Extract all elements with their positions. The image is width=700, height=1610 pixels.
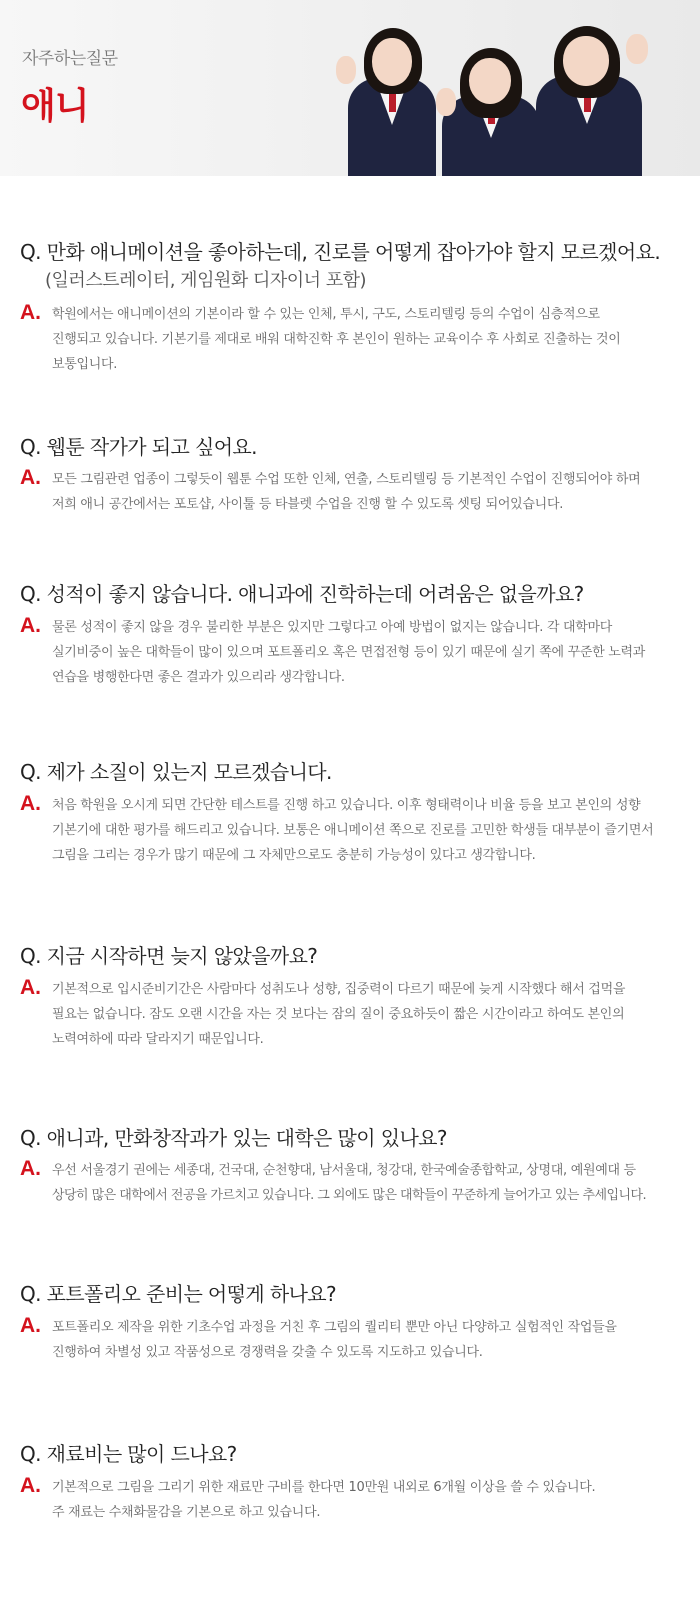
- answer-line: 진행되고 있습니다. 기본기를 제대로 배워 대학진학 후 본인이 원하는 교육이수 후 사회로 진출하는 것이: [52, 332, 621, 347]
- faq-question: Q. 만화 애니메이션을 좋아하는데, 진로를 어떻게 잡아가야 할지 모르겠어요.: [20, 240, 661, 264]
- students-photo: [322, 18, 682, 176]
- answer-line: 연습을 병행한다면 좋은 결과가 있으리라 생각합니다.: [52, 670, 345, 685]
- header-subtitle: 자주하는질문: [22, 49, 118, 69]
- student-figure: [530, 24, 652, 176]
- answer-line: 처음 학원을 오시게 되면 간단한 테스트를 진행 하고 있습니다. 이후 형태력이나 비율 등을 보고 본인의 성향: [52, 798, 641, 813]
- answer-marker: A.: [20, 792, 41, 815]
- answer-marker: A.: [20, 1474, 41, 1497]
- answer-marker: A.: [20, 301, 41, 324]
- answer-line: 진행하여 차별성 있고 작품성으로 경쟁력을 갖출 수 있도록 지도하고 있습니다.: [52, 1345, 483, 1360]
- faq-question: Q. 지금 시작하면 늦지 않았을까요?: [20, 944, 318, 968]
- answer-line: 기본적으로 입시준비기간은 사람마다 성취도나 성향, 집중력이 다르기 때문에 늦게 시작했다 해서 겁먹을: [52, 982, 626, 997]
- header-banner: [0, 0, 700, 176]
- student-figure: [340, 26, 440, 176]
- faq-question: Q. 성적이 좋지 않습니다. 애니과에 진학하는데 어려움은 없을까요?: [20, 582, 584, 606]
- faq-question: Q. 애니과, 만화창작과가 있는 대학은 많이 있나요?: [20, 1126, 447, 1150]
- faq-answer: [52, 1158, 692, 1208]
- answer-line: 학원에서는 애니메이션의 기본이라 할 수 있는 인체, 투시, 구도, 스토리텔링 등의 수업이 심층적으로: [52, 307, 600, 322]
- answer-line: 보통입니다.: [52, 357, 118, 372]
- answer-line: 필요는 없습니다. 잠도 오랜 시간을 자는 것 보다는 잠의 질이 중요하듯이 짧은 시간이라고 하여도 본인의: [52, 1007, 625, 1022]
- faq-question-note: (일러스트레이터, 게임원화 디자이너 포함): [45, 270, 367, 291]
- faq-answer: [52, 1315, 692, 1365]
- answer-line: 주 재료는 수채화물감을 기본으로 하고 있습니다.: [52, 1505, 321, 1520]
- faq-answer: [52, 615, 692, 690]
- answer-marker: A.: [20, 1314, 41, 1337]
- answer-line: 노력여하에 따라 달라지기 때문입니다.: [52, 1032, 264, 1047]
- answer-line: 물론 성적이 좋지 않을 경우 불리한 부분은 있지만 그렇다고 아예 방법이 없지는 않습니다. 각 대학마다: [52, 620, 613, 635]
- faq-question: Q. 웹툰 작가가 되고 싶어요.: [20, 435, 257, 459]
- answer-line: 포트폴리오 제작을 위한 기초수업 과정을 거친 후 그림의 퀄리티 뿐만 아닌 다양하고 실험적인 작업들을: [52, 1320, 617, 1335]
- faq-answer: [52, 793, 692, 868]
- answer-marker: A.: [20, 976, 41, 999]
- answer-line: 저희 애니 공간에서는 포토샵, 사이툴 등 타블렛 수업을 진행 할 수 있도록 셋팅 되어있습니다.: [52, 497, 564, 512]
- faq-answer: [52, 1475, 692, 1525]
- answer-line: 기본적으로 그림을 그리기 위한 재료만 구비를 한다면 10만원 내외로 6개월 이상을 쓸 수 있습니다.: [52, 1480, 596, 1495]
- answer-line: 우선 서울경기 권에는 세종대, 건국대, 순천향대, 남서울대, 청강대, 한국예술종합학교, 상명대, 예원예대 등: [52, 1163, 636, 1178]
- answer-line: 그림을 그리는 경우가 많기 때문에 그 자체만으로도 충분히 가능성이 있다고 생각합니다.: [52, 848, 536, 863]
- answer-marker: A.: [20, 466, 41, 489]
- answer-marker: A.: [20, 614, 41, 637]
- faq-question: Q. 제가 소질이 있는지 모르겠습니다.: [20, 760, 332, 784]
- faq-question: Q. 재료비는 많이 드나요?: [20, 1442, 237, 1466]
- faq-question: Q. 포트폴리오 준비는 어떻게 하나요?: [20, 1282, 337, 1306]
- answer-line: 실기비중이 높은 대학들이 많이 있으며 포트폴리오 혹은 면접전형 등이 있기 때문에 실기 쪽에 꾸준한 노력과: [52, 645, 646, 660]
- faq-answer: [52, 977, 692, 1052]
- page-title: 애니: [21, 86, 89, 127]
- faq-answer: [52, 302, 692, 377]
- answer-line: 기본기에 대한 평가를 해드리고 있습니다. 보통은 애니메이션 쪽으로 진로를 고민한 학생들 대부분이 즐기면서: [52, 823, 654, 838]
- answer-line: 모든 그림관련 업종이 그렇듯이 웹툰 수업 또한 인체, 연출, 스토리텔링 등 기본적인 수업이 진행되어야 하며: [52, 472, 641, 487]
- answer-line: 상당히 많은 대학에서 전공을 가르치고 있습니다. 그 외에도 많은 대학들이 꾸준하게 늘어가고 있는 추세입니다.: [52, 1188, 647, 1203]
- faq-answer: [52, 467, 692, 517]
- answer-marker: A.: [20, 1157, 41, 1180]
